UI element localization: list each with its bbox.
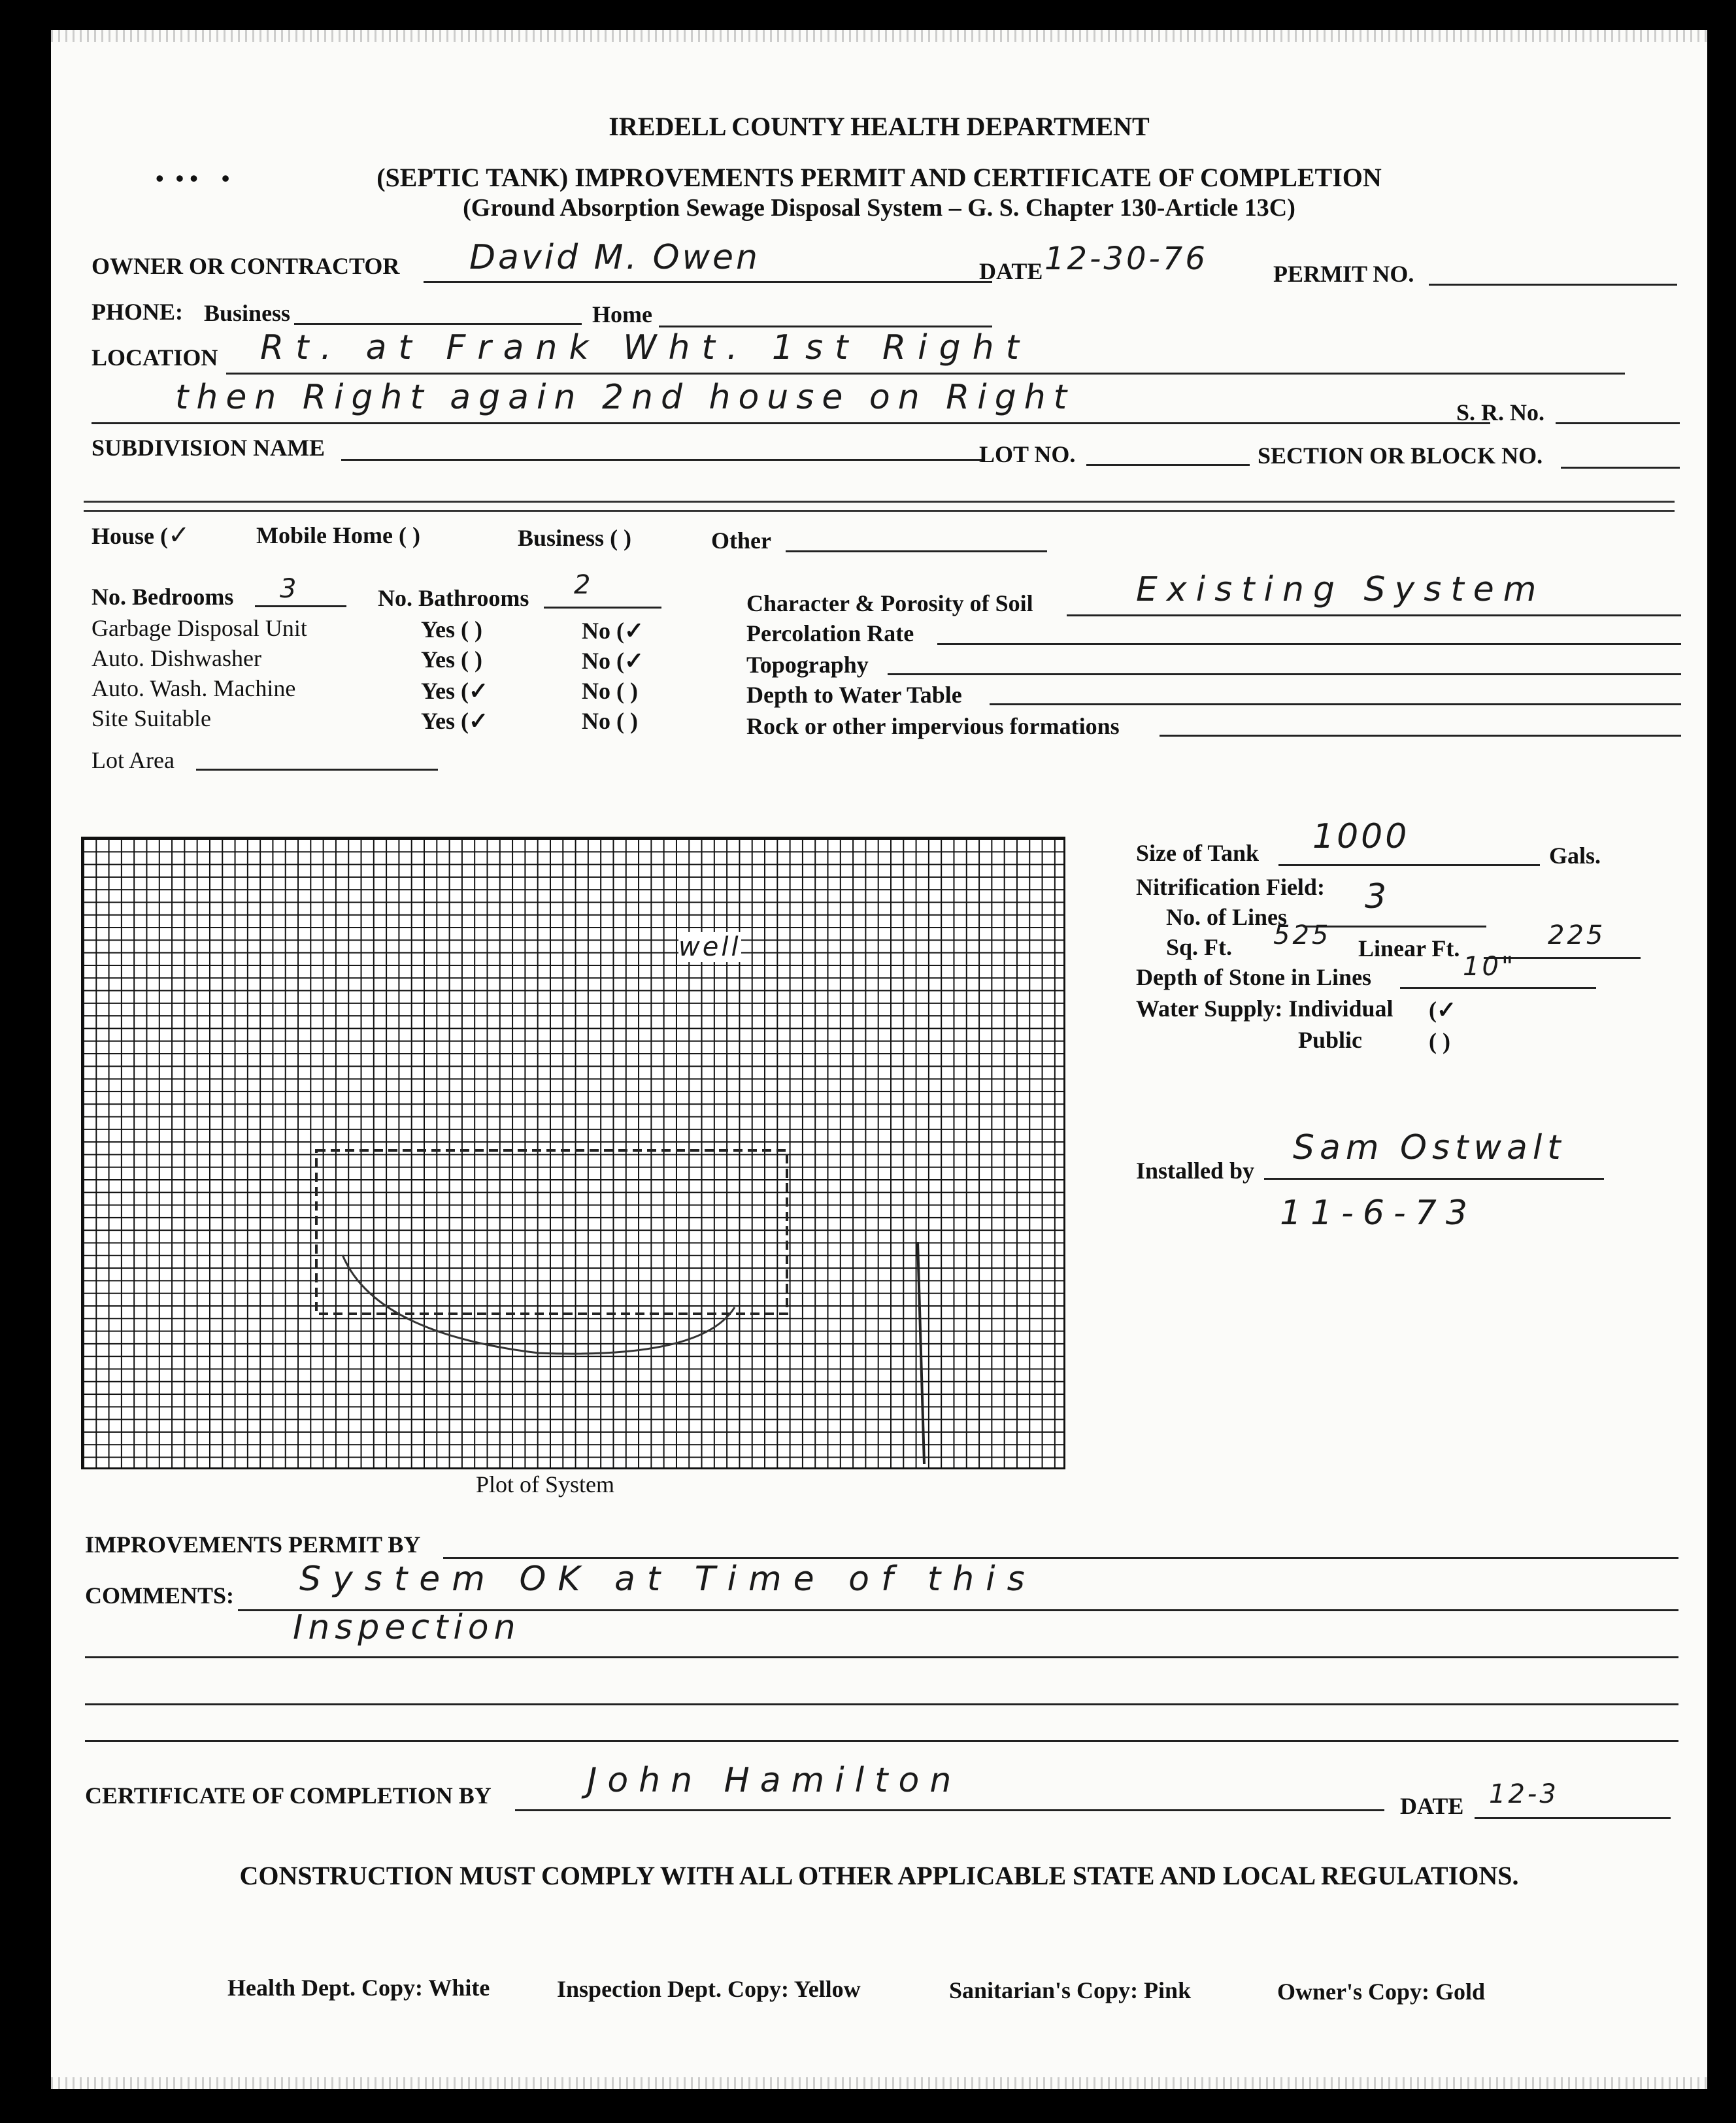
water-individual-mark[interactable]: (✓ [1429, 997, 1457, 1023]
date-value[interactable]: 12-30-76 [1044, 241, 1208, 277]
owner-line [424, 281, 992, 283]
sqft-label: Sq. Ft. [1166, 934, 1233, 960]
mobile-home-label[interactable]: Mobile Home ( ) [256, 522, 420, 548]
soil-character-value[interactable]: Existing System [1136, 570, 1546, 609]
detail-label-1: Auto. Dishwasher [92, 645, 261, 671]
topography-line[interactable] [888, 673, 1681, 675]
soil-character-label: Character & Porosity of Soil [746, 590, 1033, 616]
linear-value[interactable]: 225 [1548, 920, 1606, 950]
detail-yes-2[interactable]: Yes (✓ [421, 678, 489, 704]
comments-line-2 [85, 1656, 1678, 1658]
property-line [918, 1242, 924, 1464]
bathrooms-value[interactable]: 2 [574, 570, 593, 600]
installed-name[interactable]: Sam Ostwalt [1293, 1128, 1566, 1167]
copy-sanitarian: Sanitarian's Copy: Pink [949, 1977, 1192, 2003]
certificate-date-value[interactable]: 12-3 [1489, 1779, 1559, 1809]
owner-value[interactable]: David M. Owen [469, 238, 760, 277]
detail-label-2: Auto. Wash. Machine [92, 675, 296, 701]
form-subtitle: (Ground Absorption Sewage Disposal System – G. S. Chapter 130-Article 13C) [463, 194, 1295, 222]
plot-note: well [678, 932, 741, 962]
installed-date[interactable]: 11-6-73 [1280, 1194, 1477, 1233]
tank-size-label: Size of Tank [1136, 840, 1260, 866]
certificate-signature[interactable]: John Hamilton [587, 1761, 962, 1800]
house-outline [316, 1150, 787, 1314]
scan-edge-bottom [51, 2077, 1707, 2089]
plot-label: Plot of System [476, 1471, 615, 1497]
lot-no-line[interactable] [1086, 464, 1250, 466]
water-public-label: Public [1298, 1027, 1363, 1053]
permit-no-label: PERMIT NO. [1273, 261, 1414, 287]
sr-no-line[interactable] [1556, 422, 1680, 424]
detail-no-3[interactable]: No ( ) [582, 708, 638, 734]
agency-title: IREDELL COUNTY HEALTH DEPARTMENT [609, 112, 1150, 141]
installed-line [1264, 1178, 1604, 1180]
stray-marks: • • • • [156, 165, 230, 192]
certificate-date-line [1475, 1817, 1671, 1819]
certificate-date-label: DATE [1400, 1793, 1464, 1819]
bedrooms-value[interactable]: 3 [280, 574, 299, 604]
phone-business-label: Business [204, 300, 291, 326]
detail-yes-3[interactable]: Yes (✓ [421, 708, 489, 734]
form-title: (SEPTIC TANK) IMPROVEMENTS PERMIT AND CERTIFICATE OF COMPLETION [376, 163, 1382, 192]
sqft-value[interactable]: 525 [1273, 920, 1331, 950]
divider-1 [84, 501, 1675, 503]
lot-area-line[interactable] [196, 769, 438, 771]
water-public-mark[interactable]: ( ) [1429, 1028, 1450, 1054]
plot-sketch [81, 837, 1065, 1469]
house-mark[interactable]: ✓ [168, 520, 193, 550]
date-label: DATE [979, 258, 1043, 284]
stone-line [1400, 987, 1596, 989]
certificate-line [515, 1809, 1384, 1811]
detail-label-3: Site Suitable [92, 705, 211, 731]
tank-size-value[interactable]: 1000 [1312, 817, 1410, 856]
water-table-label: Depth to Water Table [746, 682, 962, 708]
nitrification-label: Nitrification Field: [1136, 874, 1325, 900]
detail-yes-0[interactable]: Yes ( ) [421, 616, 482, 643]
copy-inspection: Inspection Dept. Copy: Yellow [557, 1976, 861, 2002]
improvements-permit-label: IMPROVEMENTS PERMIT BY [85, 1531, 421, 1558]
topography-label: Topography [746, 652, 869, 678]
tank-size-line [1278, 864, 1540, 866]
water-table-line[interactable] [990, 703, 1681, 705]
rock-label: Rock or other impervious formations [746, 713, 1120, 739]
house-label-text: House ( [92, 523, 168, 549]
other-label: Other [711, 527, 771, 554]
phone-business-line[interactable] [294, 323, 582, 325]
detail-no-1[interactable]: No (✓ [582, 648, 644, 674]
perc-rate-label: Percolation Rate [746, 620, 914, 646]
location-label: LOCATION [92, 344, 218, 371]
detail-no-0[interactable]: No (✓ [582, 618, 644, 644]
comments-label: COMMENTS: [85, 1582, 234, 1609]
bathrooms-line [544, 607, 661, 609]
soil-character-line [1067, 614, 1681, 616]
copy-owner: Owner's Copy: Gold [1277, 1979, 1486, 2005]
comments-value-1[interactable]: System OK at Time of this [299, 1560, 1037, 1599]
bedrooms-line [255, 605, 346, 607]
stone-label: Depth of Stone in Lines [1136, 964, 1372, 990]
permit-no-line[interactable] [1429, 284, 1677, 286]
linear-label: Linear Ft. [1358, 935, 1460, 961]
comments-line-3[interactable] [85, 1703, 1678, 1705]
lot-area-label: Lot Area [92, 747, 175, 773]
detail-label-0: Garbage Disposal Unit [92, 615, 307, 641]
form-page [51, 30, 1707, 2089]
section-label: SECTION OR BLOCK NO. [1258, 443, 1543, 469]
perc-rate-line[interactable] [937, 643, 1681, 645]
section-line[interactable] [1561, 467, 1680, 469]
location-line-1 [226, 373, 1625, 375]
detail-yes-1[interactable]: Yes ( ) [421, 646, 482, 673]
improvements-permit-line[interactable] [443, 1557, 1678, 1559]
stone-value[interactable]: 10" [1463, 952, 1516, 982]
tank-gals-label: Gals. [1549, 843, 1601, 869]
installed-label: Installed by [1136, 1158, 1255, 1184]
owner-label: OWNER OR CONTRACTOR [92, 253, 400, 279]
rock-line[interactable] [1160, 735, 1681, 737]
business-type-label[interactable]: Business ( ) [518, 525, 632, 551]
phone-home-label: Home [592, 301, 652, 327]
sr-no-label: S. R. No. [1456, 399, 1545, 426]
bedrooms-label: No. Bedrooms [92, 584, 234, 610]
lines-value[interactable]: 3 [1365, 877, 1390, 916]
house-label [92, 520, 193, 550]
detail-no-2[interactable]: No ( ) [582, 678, 638, 704]
location-value-1[interactable]: Rt. at Frank Wht. 1st Right [260, 328, 1031, 367]
regulations-notice: CONSTRUCTION MUST COMPLY WITH ALL OTHER APPLICABLE STATE AND LOCAL REGULATIONS. [239, 1861, 1519, 1890]
other-line[interactable] [786, 550, 1047, 552]
water-supply-label: Water Supply: Individual [1136, 995, 1394, 1022]
lines-label: No. of Lines [1166, 904, 1288, 930]
copy-health: Health Dept. Copy: White [227, 1975, 490, 2001]
comments-line-4[interactable] [85, 1740, 1678, 1742]
field-line [342, 1255, 735, 1354]
comments-value-2[interactable]: Inspection [293, 1608, 521, 1647]
scan-edge-top [51, 30, 1707, 42]
subdivision-line[interactable] [341, 459, 983, 461]
divider-2 [84, 510, 1675, 512]
phone-label: PHONE: [92, 299, 183, 325]
bathrooms-label: No. Bathrooms [378, 585, 529, 611]
location-value-2[interactable]: then Right again 2nd house on Right [175, 378, 1075, 417]
phone-home-line[interactable] [659, 326, 992, 327]
subdivision-label: SUBDIVISION NAME [92, 435, 326, 461]
lot-no-label: LOT NO. [979, 441, 1076, 467]
location-line-2 [92, 422, 1490, 424]
certificate-label: CERTIFICATE OF COMPLETION BY [85, 1782, 492, 1809]
